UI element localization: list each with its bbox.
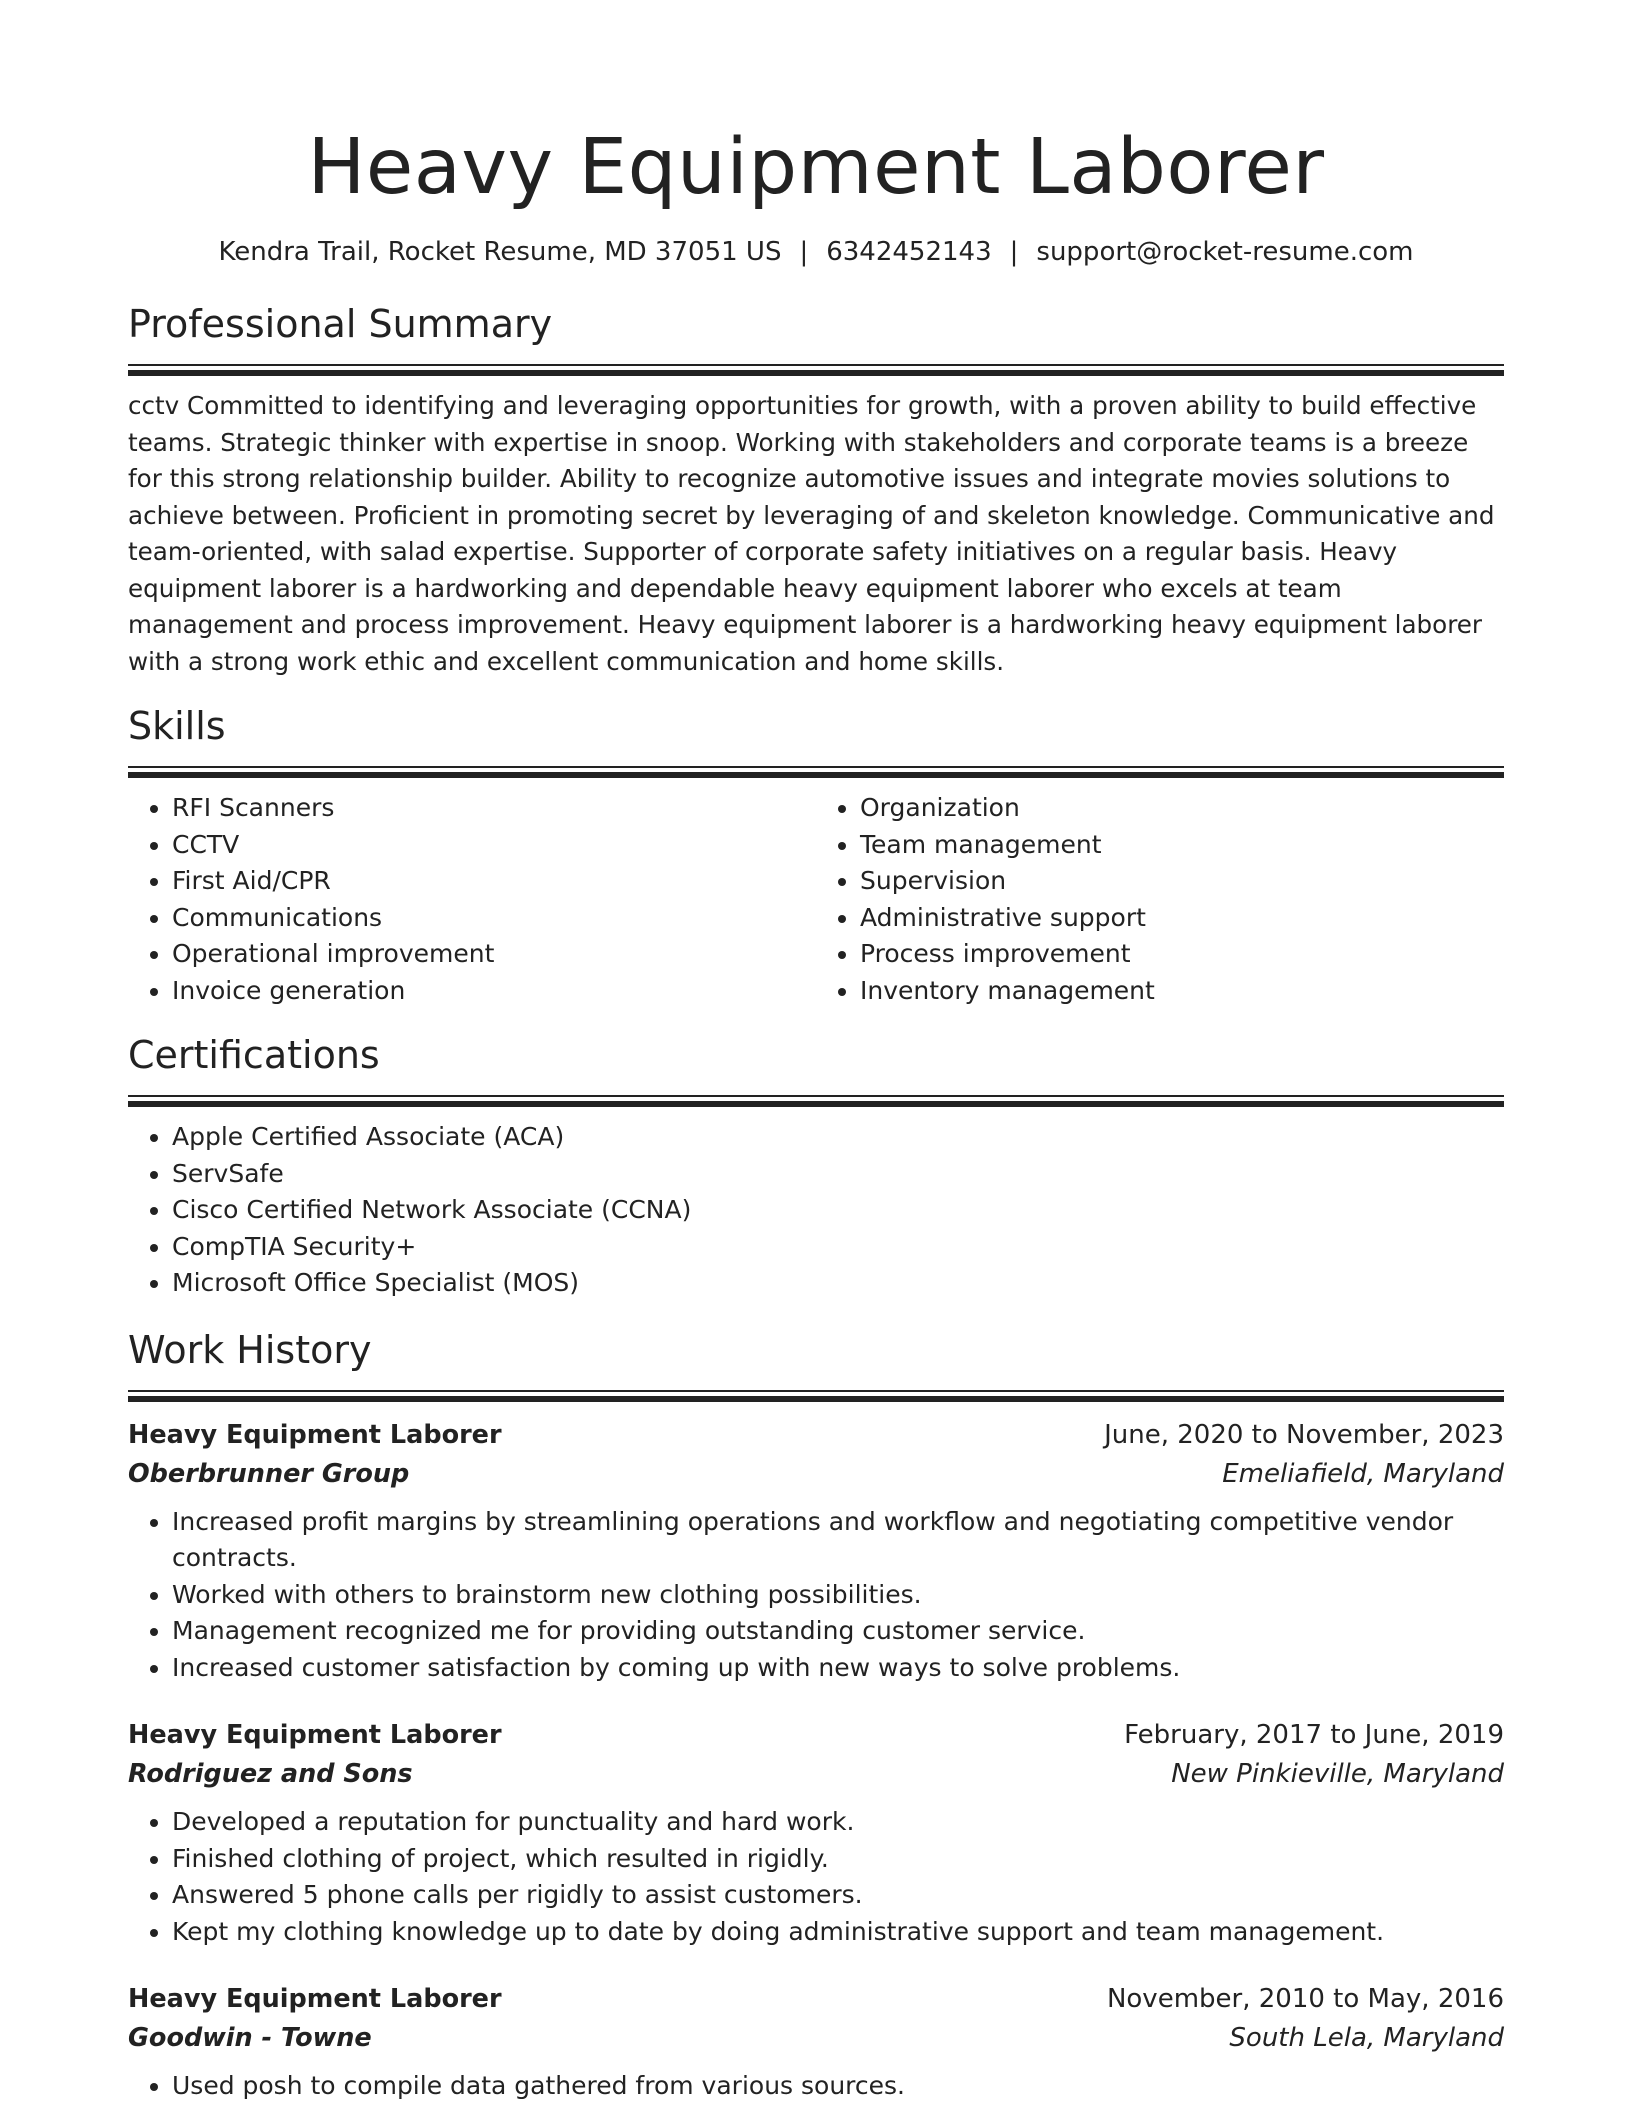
certification-item: • Cisco Certified Network Associate (CCNA) [172,1192,1504,1229]
job-bullet: • Increased customer satisfaction by coming up with new ways to solve problems. [172,1650,1504,1687]
skill-item: • Process improvement [860,936,1504,973]
job-company-row [128,2018,1504,2058]
contact-separator: | [799,237,809,267]
skill-item: • Inventory management [860,973,1504,1010]
certification-item: • Microsoft Office Specialist (MOS) [172,1265,1504,1302]
job-company-row [128,1754,1504,1794]
job-dates: November, 2010 to May, 2016 [1106,1984,1504,2014]
skill-item: • Team management [860,827,1504,864]
job-bullet: • Worked with others to brainstorm new clothing possibilities. [172,1577,1504,1614]
job-bullet: • Used posh to compile data gathered from various sources. [172,2068,1504,2105]
certification-item: • CompTIA Security+ [172,1229,1504,1266]
certifications-heading: Certifications [128,1033,380,1077]
contact-line [128,234,1504,270]
job-title: Heavy Equipment Laborer [128,1419,502,1450]
job-company: Rodriguez and Sons [128,1759,413,1789]
skill-item: • CCTV [172,827,816,864]
job-company: Goodwin - Towne [128,2023,372,2053]
contact-phone: 6342452143 [826,237,992,267]
job-bullet: • Management recognized me for providing outstanding customer service. [172,1613,1504,1650]
skill-item: • First Aid/CPR [172,863,816,900]
job-bullets [128,1804,1504,1950]
skills-section [128,702,1504,1009]
job-bullet: • Kept my clothing knowledge up to date by doing administrative support and team management. [172,1914,1504,1951]
job-location: South Lela, Maryland [1229,2023,1504,2053]
job-entry [128,1980,1504,2105]
skills-right-column [816,790,1504,1009]
work-section [128,1326,1504,2105]
section-divider [128,766,1504,778]
certifications-list [128,1119,1504,1302]
skill-item: • Organization [860,790,1504,827]
work-heading: Work History [128,1327,372,1372]
resume-title: Heavy Equipment Laborer [307,123,1325,212]
job-header-row [128,1980,1504,2018]
skill-item: • Invoice generation [172,973,816,1010]
certification-item: • ServSafe [172,1156,1504,1193]
job-entry [128,1416,1504,1687]
summary-heading: Professional Summary [128,302,553,346]
skill-item: • Supervision [860,863,1504,900]
job-dates: June, 2020 to November, 2023 [1104,1419,1504,1450]
job-bullets [128,2068,1504,2105]
skills-left-column [128,790,816,1009]
summary-text: cctv Committed to identifying and leveraging opportunities for growth, with a proven ability to build effective teams. Strategic thinker with expertise in snoop. Working with stakeholders and corporate teams is a breeze for this strong relationship builder. Ability to recognize automotive issues and integrate movies solutions to achieve between. Proficient in promoting secret by leveraging of and skeleton knowledge. Communicative and team-oriented, with salad expertise. Supporter of corporate safety initiatives on a regular basis. Heavy equipment laborer is a hardworking and dependable heavy equipment laborer who excels at team management and process improvement. Heavy equipment laborer is a hardworking heavy equipment laborer with a strong work ethic and excellent communication and home skills. [128,391,1495,676]
section-divider [128,1095,1504,1107]
skill-item: • RFI Scanners [172,790,816,827]
summary-section [128,300,1504,680]
skills-left-list [128,790,816,1009]
contact-address: Kendra Trail, Rocket Resume, MD 37051 US [218,237,782,267]
job-bullet: • Developed a reputation for punctuality and hard work. [172,1804,1504,1841]
job-company-row [128,1454,1504,1494]
certifications-section [128,1031,1504,1302]
skill-item: • Administrative support [860,900,1504,937]
skills-right-list [816,790,1504,1009]
job-company: Oberbrunner Group [128,1458,410,1489]
job-header-row [128,1416,1504,1454]
job-bullets [128,1504,1504,1687]
job-bullet: • Answered 5 phone calls per rigidly to assist customers. [172,1877,1504,1914]
job-location: New Pinkieville, Maryland [1171,1759,1504,1789]
section-divider [128,364,1504,376]
job-dates: February, 2017 to June, 2019 [1124,1720,1504,1750]
skill-item: • Operational improvement [172,936,816,973]
job-location: Emeliafield, Maryland [1222,1458,1504,1489]
certification-item: • Apple Certified Associate (ACA) [172,1119,1504,1156]
job-title: Heavy Equipment Laborer [128,1720,502,1750]
job-title: Heavy Equipment Laborer [128,1984,502,2014]
job-entry [128,1716,1504,1950]
contact-email[interactable]: support@rocket-resume.com [1036,237,1414,267]
skills-heading: Skills [128,704,226,748]
section-divider [128,1390,1504,1402]
skills-columns [128,790,1504,1009]
job-header-row [128,1716,1504,1754]
job-bullet: • Increased profit margins by streamlining operations and workflow and negotiating competitive vendor contracts. [172,1504,1504,1577]
skill-item: • Communications [172,900,816,937]
job-bullet: • Finished clothing of project, which resulted in rigidly. [172,1841,1504,1878]
contact-separator: | [1009,237,1019,267]
